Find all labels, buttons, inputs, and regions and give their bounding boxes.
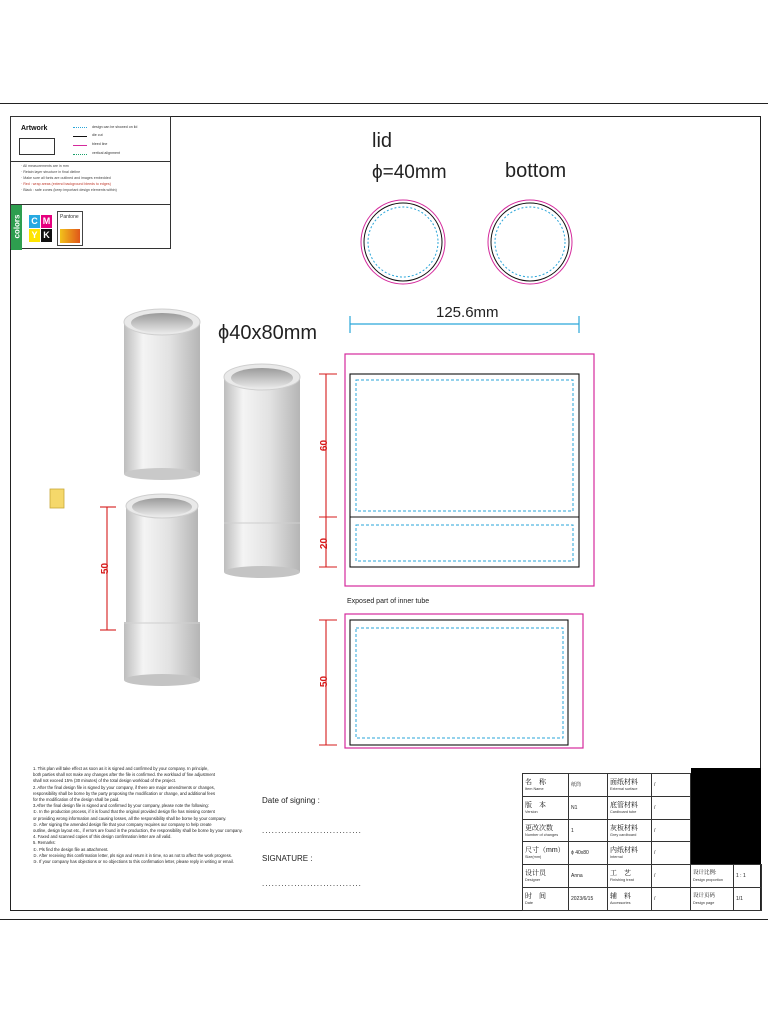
tb-value: 1 xyxy=(569,819,608,842)
legend-note-2: · Retain layer structure in final dieline xyxy=(21,170,81,174)
legend-item-vertical: vertical alignment xyxy=(92,151,120,155)
cmyk-c: C xyxy=(29,215,40,228)
bottom-circle xyxy=(488,200,572,284)
lid-label: lid xyxy=(372,130,393,152)
cmyk-m: M xyxy=(42,216,51,226)
circumference-dimension xyxy=(350,316,579,333)
tube-base xyxy=(124,494,200,686)
tb-label: 面纸材料 External surface xyxy=(608,774,652,797)
tb-label: 灰板材料 Grey cardboard xyxy=(608,819,652,842)
tb-label: 时 间 Date xyxy=(523,888,569,911)
tb-value: 1/1 xyxy=(734,888,762,911)
legend-item-bleed: bleed line xyxy=(92,142,108,146)
terms-notes xyxy=(33,766,258,865)
outer-tube-dieline xyxy=(345,354,594,586)
tb-value: / xyxy=(652,842,691,865)
cmyk-k: K xyxy=(41,229,52,242)
signature-label: SIGNATURE : xyxy=(262,854,313,863)
colors-label: colors xyxy=(12,214,22,239)
term-line: shall not exceed 15% (30 minutes) of the total design workload of the project. xyxy=(33,778,176,784)
term-line: ②. After signing the amended design file that your company requires our company to help create xyxy=(33,821,212,827)
legend-note-5: · Black : safe zones (keep important design elements within) xyxy=(21,188,117,192)
term-line: 2. After the final design file is signed by your company, if there are major amendments or changes, xyxy=(33,784,215,790)
tb-label: 工 艺 Finishing treat xyxy=(608,865,652,888)
sticky-note xyxy=(50,489,64,508)
legend-note-1: · All measurements are in mm xyxy=(21,164,69,168)
tb-value: / xyxy=(652,888,691,911)
tb-label: 名 称 Item Name xyxy=(523,774,569,797)
tube-tall xyxy=(124,309,200,480)
tube-assembled xyxy=(224,364,300,578)
term-line: ②. After receiving this confirmation letter, pls sign and return it in time, so as not to affect the work progress. xyxy=(33,852,232,858)
legend-item-lid: design can be showed on lid xyxy=(92,125,138,129)
tb-value: 1 : 1 xyxy=(734,865,762,888)
term-line: outline, design layout etc., if errors are found in the production, the responsibility shall be borne by your company. xyxy=(33,828,243,834)
legend-title: Artwork xyxy=(21,125,48,132)
pantone-label: Pantone xyxy=(60,214,79,220)
tb-value: / xyxy=(652,796,691,819)
term-line: responsibility shall be borne by the party proposing the modification or change, and additional fees xyxy=(33,790,216,796)
term-line: 4. Faxed and scanned copies of this design confirmation letter are all valid. xyxy=(33,834,172,840)
tb-value: Anna xyxy=(569,865,608,888)
date-of-signing-label: Date of signing : xyxy=(262,796,320,805)
signature-line[interactable]: ............................... xyxy=(262,879,362,888)
term-line: ①. In the production process, if it is found that the original provided design file has missing content xyxy=(33,809,215,815)
date-signing-line[interactable]: ............................... xyxy=(262,826,362,835)
term-line: for the modification of the design shall be paid. xyxy=(33,797,120,803)
tb-label: 辅 料 Accessories xyxy=(608,888,652,911)
term-line: ①. Pls find the design file as attachment. xyxy=(33,846,109,852)
tube-size-label: ϕ40x80mm xyxy=(218,322,318,344)
circumference-label: 125.6mm xyxy=(436,304,499,321)
tb-label: 尺寸（mm） Size(mm) xyxy=(523,842,569,865)
legend-note-4: · Red : wrap areas (extend background bleeds to edges) xyxy=(21,182,111,186)
tb-value: ϕ 40x80 xyxy=(569,842,608,865)
cmyk-y: Y xyxy=(29,229,40,242)
term-line: both parties shall not make any changes after the file is confirmed. the workload of fine adjustment xyxy=(33,772,216,778)
term-line: 1. This plan will take effect as soon as it is signed and confirmed by your company. In principle, xyxy=(33,766,209,771)
bottom-label: bottom xyxy=(505,160,567,182)
exposed-label: Exposed part of inner tube xyxy=(347,598,430,605)
tb-label: 设计页码 Design page xyxy=(691,888,734,911)
tb-value: / xyxy=(652,865,691,888)
term-line: 3.After the final design file is signed and confirmed by your company, please note the following: xyxy=(33,803,209,809)
tb-label: 设计比例: Design proportion xyxy=(691,865,734,888)
tb-label: 设计员 Designer xyxy=(523,865,569,888)
tb-value: 纸筒 xyxy=(569,774,608,797)
legend-note-3: · Make sure all fonts are outlined and images embedded xyxy=(21,176,111,180)
dim-20-label: 20 xyxy=(319,537,331,550)
lid-circle xyxy=(361,200,445,284)
legend-item-diecut: die cut xyxy=(92,133,103,137)
tb-label: 底管材料 Cardboard tube xyxy=(608,796,652,819)
tb-label: 版 本 Version xyxy=(523,796,569,819)
dim-60-label: 60 xyxy=(319,439,331,452)
tb-value: 2023/6/15 xyxy=(569,888,608,911)
tb-value: / xyxy=(652,819,691,842)
logo-block xyxy=(691,768,761,864)
tb-label: 更改次数 Number of changes xyxy=(523,819,569,842)
term-line: ③. If your company has objections or no objections to this confirmation letter, please reply in writing or email. xyxy=(33,859,234,865)
dim-50-left-label: 50 xyxy=(100,562,112,575)
tb-value: / xyxy=(652,774,691,797)
term-line: 5. Remarks: xyxy=(33,840,56,846)
term-line: or providing wrong information and causing losses, all the responsibility shall be borne by your company. xyxy=(33,815,227,821)
tb-value: N1 xyxy=(569,796,608,819)
lid-diameter-label: ϕ=40mm xyxy=(372,162,447,183)
dim-50-right-label: 50 xyxy=(319,675,331,688)
inner-tube-dieline xyxy=(345,614,583,748)
tb-label: 内纸材料 Internal xyxy=(608,842,652,865)
